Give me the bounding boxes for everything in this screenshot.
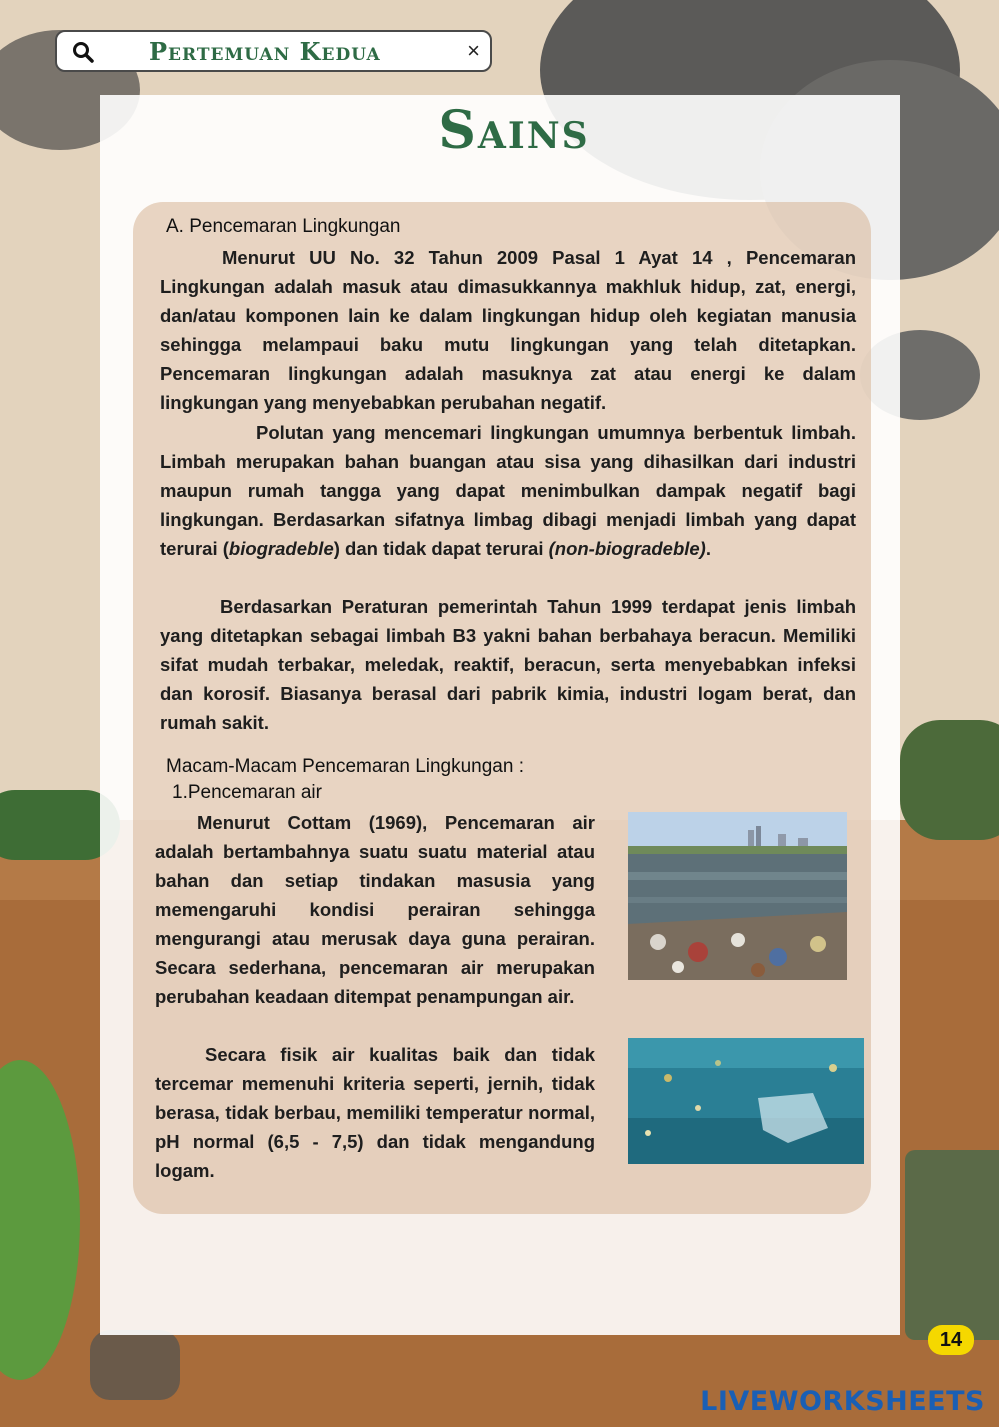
paragraph-text: ) dan tidak dapat terurai: [333, 538, 549, 559]
types-heading: Macam-Macam Pencemaran Lingkungan :: [166, 756, 525, 777]
lesson-title: Pertemuan Kedua: [149, 37, 381, 66]
paragraph-text: .: [705, 538, 711, 559]
paragraph-text: Berdasarkan Peraturan pemerintah Tahun 1999 terdapat jenis limbah yang ditetapkan sebagai limbah B3 yakni bahan berbahaya beracun. Memiliki sifat mudah terbakar, meledak, reaktif, beracun, serta menyebabkan infeksi dan korosif. Biasanya berasal dari pabrik kimia, industri logam berat, dan rumah sakit.: [160, 596, 856, 733]
close-icon[interactable]: ×: [467, 38, 480, 63]
paragraph-definition: [160, 243, 856, 417]
paragraph-water-quality: [155, 1040, 595, 1185]
list-item-water-pollution: 1.Pencemaran air: [172, 782, 322, 803]
hedge: [900, 720, 999, 840]
paragraph-b3-waste: [160, 592, 856, 737]
page-number-badge: 14: [928, 1325, 974, 1355]
paragraph-text: Menurut Cottam (1969), Pencemaran air adalah bertambahnya suatu suatu material atau bahan dan setiap tindakan masusia yang memengaruhi kondisi perairan sehingga mengurangi atau merusak daya guna perairan. Secara sederhana, pencemaran air merupakan perubahan keadaan ditempat penampungan air.: [155, 812, 595, 1007]
ocean-plastic-photo: [628, 1038, 864, 1164]
paragraph-text: Polutan yang mencemari lingkungan umumnya berbentuk limbah. Limbah merupakan bahan buangan atau sisa yang dihasilkan dari industri maupun rumah tangga yang dapat menimbulkan dampak negatif bagi lingkungan. Berdasarkan sifatnya limbag dibagi menjadi limbah yang dapat terurai (: [160, 422, 856, 559]
italic-term: (non-biogradeble): [548, 538, 706, 559]
paragraph-text: Menurut UU No. 32 Tahun 2009 Pasal 1 Ayat 14 , Pencemaran Lingkungan adalah masuk atau dimasukkannya makhluk hidup, zat, energi, dan/atau komponen lain ke dalam lingkungan hidup oleh kegiatan manusia sehingga melampaui baku mutu lingkungan yang telah ditetapkan. Pencemaran lingkungan adalah masuknya zat atau energi ke dalam lingkungan yang menyebabkan perubahan negatif.: [160, 247, 856, 413]
search-bar[interactable]: [55, 30, 492, 72]
search-icon[interactable]: [71, 40, 95, 64]
barrel: [90, 1330, 180, 1400]
polluted-shoreline-photo: [628, 812, 847, 980]
paragraph-text: Secara fisik air kualitas baik dan tidak tercemar memenuhi kriteria seperti, jernih, tidak berasa, tidak berbau, memiliki temperatur normal, pH normal (6,5 - 7,5) dan tidak mengandung logam.: [155, 1044, 595, 1181]
section-heading: A. Pencemaran Lingkungan: [166, 216, 401, 237]
paragraph-water-definition: [155, 808, 595, 1011]
paragraph-pollutants: [160, 418, 856, 563]
italic-term: biogradeble: [228, 538, 334, 559]
trash-bin: [905, 1150, 999, 1340]
liveworksheets-logo[interactable]: LIVEWORKSHEETS: [700, 1386, 985, 1417]
subject-title: Sains: [438, 100, 590, 161]
